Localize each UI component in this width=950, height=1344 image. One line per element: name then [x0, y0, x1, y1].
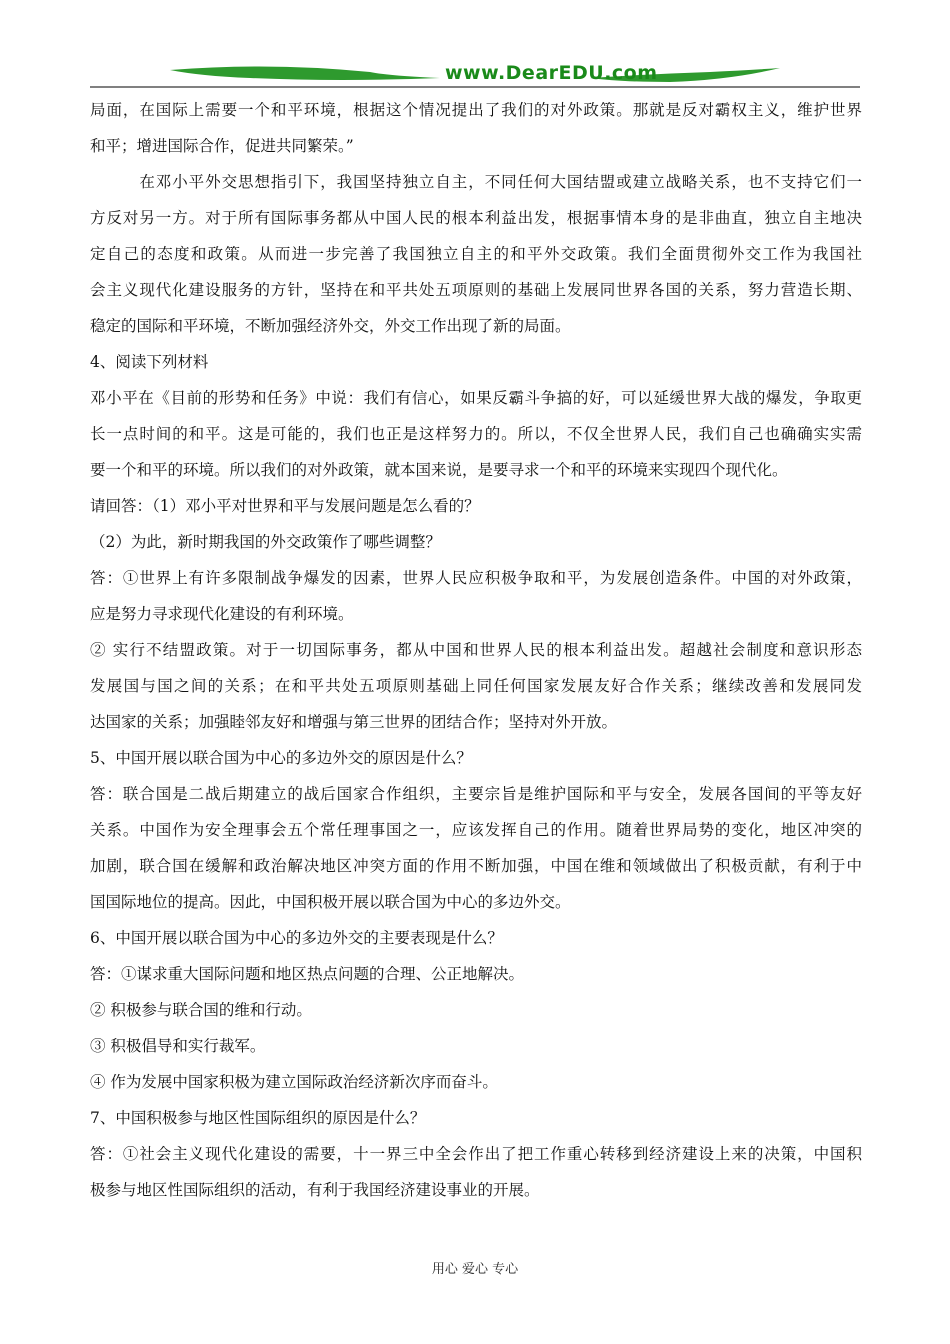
text-line: ② 积极参与联合国的维和行动。 — [90, 1001, 312, 1019]
text-line: 应是努力寻求现代化建设的有利环境。 — [90, 605, 354, 623]
text-line: 请回答：（1）邓小平对世界和平与发展问题是怎么看的？ — [90, 497, 480, 515]
page-footer: 用心 爱心 专心 — [431, 1262, 519, 1277]
text-line: 7、中国积极参与地区性国际组织的原因是什么？ — [90, 1109, 426, 1127]
text-line: ④ 作为发展中国家积极为建立国际政治经济新次序而奋斗。 — [90, 1073, 498, 1091]
text-line: 在邓小平外交思想指引下，我国坚持独立自主，不同任何大国结盟或建立战略关系，也不支持它们一 — [90, 173, 862, 191]
text-line: 局面，在国际上需要一个和平环境，根据这个情况提出了我们的对外政策。那就是反对霸权主义，维护世界 — [90, 101, 862, 119]
text-line: 会主义现代化建设服务的方针，坚持在和平共处五项原则的基础上发展同世界各国的关系，努力营造长期、 — [90, 281, 862, 299]
site-logo-text: www.DearEDU.com — [445, 62, 658, 84]
text-line: （2）为此，新时期我国的外交政策作了哪些调整？ — [90, 533, 441, 551]
text-line: 和平；增进国际合作，促进共同繁荣。” — [90, 137, 354, 155]
text-line: 稳定的国际和平环境，不断加强经济外交，外交工作出现了新的局面。 — [90, 317, 571, 335]
text-line: 长一点时间的和平。这是可能的，我们也正是这样努力的。所以，不仅全世界人民，我们自己也确确实实需 — [90, 425, 862, 443]
text-line: 关系。中国作为安全理事会五个常任理事国之一，应该发挥自己的作用。随着世界局势的变化，地区冲突的 — [90, 821, 862, 839]
text-line: 国国际地位的提高。因此，中国积极开展以联合国为中心的多边外交。 — [90, 893, 571, 911]
text-line: 5、中国开展以联合国为中心的多边外交的原因是什么？ — [90, 749, 472, 767]
text-line: 答：①世界上有许多限制战争爆发的因素，世界人民应积极争取和平，为发展创造条件。中国的对外政策， — [90, 569, 862, 587]
text-line: 答：①谋求重大国际问题和地区热点问题的合理、公正地解决。 — [90, 965, 525, 983]
text-line: 发展国与国之间的关系；在和平共处五项原则基础上同任何国家发展友好合作关系；继续改善和发展同发 — [90, 677, 862, 695]
text-line: 极参与地区性国际组织的活动，有利于我国经济建设事业的开展。 — [90, 1181, 540, 1199]
text-line: ② 实行不结盟政策。对于一切国际事务，都从中国和世界人民的根本利益出发。超越社会制度和意识形态 — [90, 641, 862, 659]
text-line: 答：①社会主义现代化建设的需要，十一界三中全会作出了把工作重心转移到经济建设上来的决策，中国积 — [90, 1145, 862, 1163]
text-line: 方反对另一方。对于所有国际事务都从中国人民的根本利益出发，根据事情本身的是非曲直，独立自主地决 — [90, 209, 862, 227]
text-line: 加剧，联合国在缓解和政治解决地区冲突方面的作用不断加强，中国在维和领域做出了积极贡献，有利于中 — [90, 857, 862, 875]
text-line: 达国家的关系；加强睦邻友好和增强与第三世界的团结合作；坚持对外开放。 — [90, 713, 618, 731]
text-line: 邓小平在《目前的形势和任务》中说：我们有信心，如果反霸斗争搞的好，可以延缓世界大战的爆发，争取更 — [90, 389, 862, 407]
page-header — [90, 58, 860, 92]
text-line: 6、中国开展以联合国为中心的多边外交的主要表现是什么？ — [90, 929, 503, 947]
text-line: 定自己的态度和政策。从而进一步完善了我国独立自主的和平外交政策。我们全面贯彻外交工作为我国社 — [90, 245, 862, 263]
document-body — [90, 92, 862, 1208]
text-line: 答：联合国是二战后期建立的战后国家合作组织，主要宗旨是维护国际和平与安全，发展各国间的平等友好 — [90, 785, 862, 803]
text-line: ③ 积极倡导和实行裁军。 — [90, 1037, 266, 1055]
text-line: 4、阅读下列材料 — [90, 353, 209, 371]
text-line: 要一个和平的环境。所以我们的对外政策，就本国来说，是要寻求一个和平的环境来实现四个现代化。 — [90, 461, 788, 479]
